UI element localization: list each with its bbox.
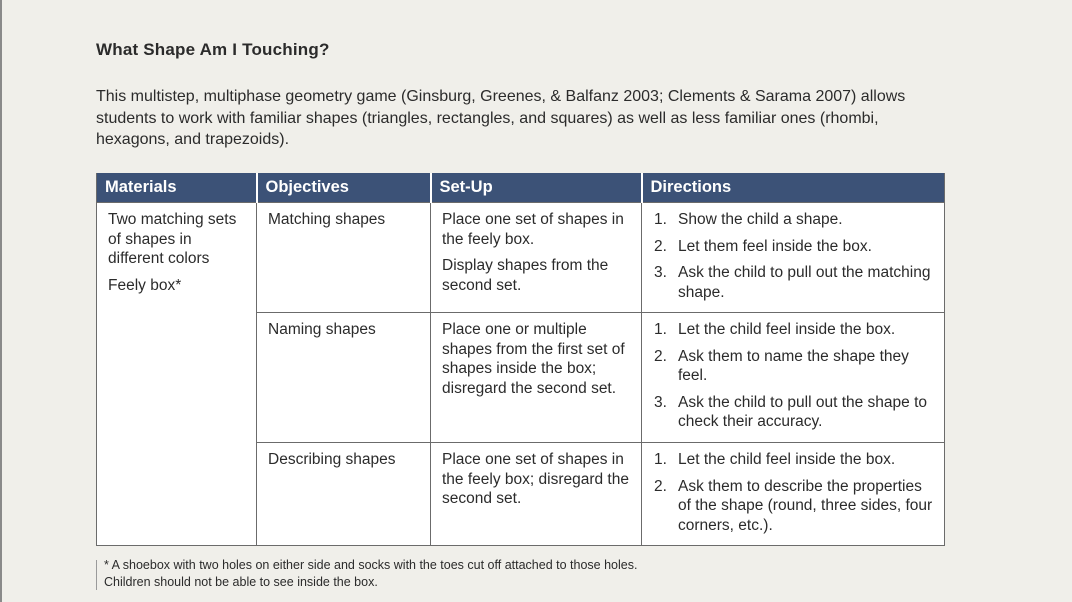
footnote-line: * A shoebox with two holes on either side and socks with the toes cut off attached to those holes.: [104, 558, 638, 572]
header-setup: Set-Up: [431, 173, 642, 203]
step-number: 2.: [654, 237, 667, 255]
activity-table: [96, 173, 945, 546]
intro-paragraph: This multistep, multiphase geometry game (Ginsburg, Greenes, & Balfanz 2003; Clements & Sarama 2007) allows students to work with familiar shapes (triangles, rectangles, and squares) as well as less familiar ones (rhombi, hexagons, and trapezoids).: [96, 88, 906, 148]
header-materials: Materials: [97, 173, 257, 203]
step-text: Ask the child to pull out the matching shape.: [678, 264, 931, 301]
table-row: [97, 203, 945, 313]
list-item: [654, 237, 933, 257]
directions-cell: [642, 443, 945, 546]
list-item: [654, 263, 933, 302]
step-text: Ask the child to pull out the shape to check their accuracy.: [678, 393, 928, 430]
list-item: [654, 477, 933, 536]
step-text: Ask them to describe the properties of the shape (round, three sides, four corners, etc.).: [678, 477, 933, 534]
header-directions: Directions: [642, 173, 945, 203]
directions-list: [654, 450, 933, 535]
setup-cell: [431, 313, 642, 443]
list-item: [654, 210, 933, 230]
setup-cell: [431, 203, 642, 313]
step-number: 1.: [654, 211, 667, 228]
footnote-rule: [96, 560, 97, 590]
step-text: Let them feel inside the box.: [678, 237, 872, 255]
setup-text: Display shapes from the second set.: [442, 257, 609, 294]
objective-cell: Matching shapes: [257, 203, 431, 313]
footnote-line: Children should not be able to see inside the box.: [104, 574, 378, 589]
page-left-rule: [0, 0, 2, 602]
footnote: [104, 557, 637, 590]
header-objectives: Objectives: [257, 173, 431, 203]
materials-item: Two matching sets of shapes in different colors: [108, 211, 237, 267]
setup-text: Place one or multiple shapes from the first set of shapes inside the box; disregard the second set.: [442, 321, 625, 397]
step-text: Let the child feel inside the box.: [678, 321, 896, 338]
directions-cell: [642, 313, 945, 443]
page-title: What Shape Am I Touching?: [96, 40, 330, 59]
directions-list: [654, 210, 933, 302]
list-item: [654, 393, 933, 432]
step-number: 3.: [654, 264, 667, 281]
list-item: [654, 320, 933, 340]
step-number: 2.: [654, 347, 667, 365]
objective-cell: Describing shapes: [257, 443, 431, 546]
objective-cell: Naming shapes: [257, 313, 431, 443]
materials-item: Feely box*: [108, 276, 182, 294]
materials-cell: [97, 203, 257, 546]
step-number: 1.: [654, 321, 667, 338]
step-number: 3.: [654, 393, 667, 411]
step-number: 2.: [654, 477, 667, 495]
step-text: Let the child feel inside the box.: [678, 451, 896, 468]
setup-cell: [431, 443, 642, 546]
list-item: [654, 347, 933, 386]
directions-list: [654, 320, 933, 432]
list-item: [654, 450, 933, 470]
setup-text: Place one set of shapes in the feely box; disregard the second set.: [442, 451, 629, 507]
step-number: 1.: [654, 451, 667, 468]
table-header-row: [97, 173, 945, 203]
setup-text: Place one set of shapes in the feely box.: [442, 211, 624, 248]
step-text: Show the child a shape.: [678, 211, 843, 228]
step-text: Ask them to name the shape they feel.: [678, 347, 909, 384]
directions-cell: [642, 203, 945, 313]
